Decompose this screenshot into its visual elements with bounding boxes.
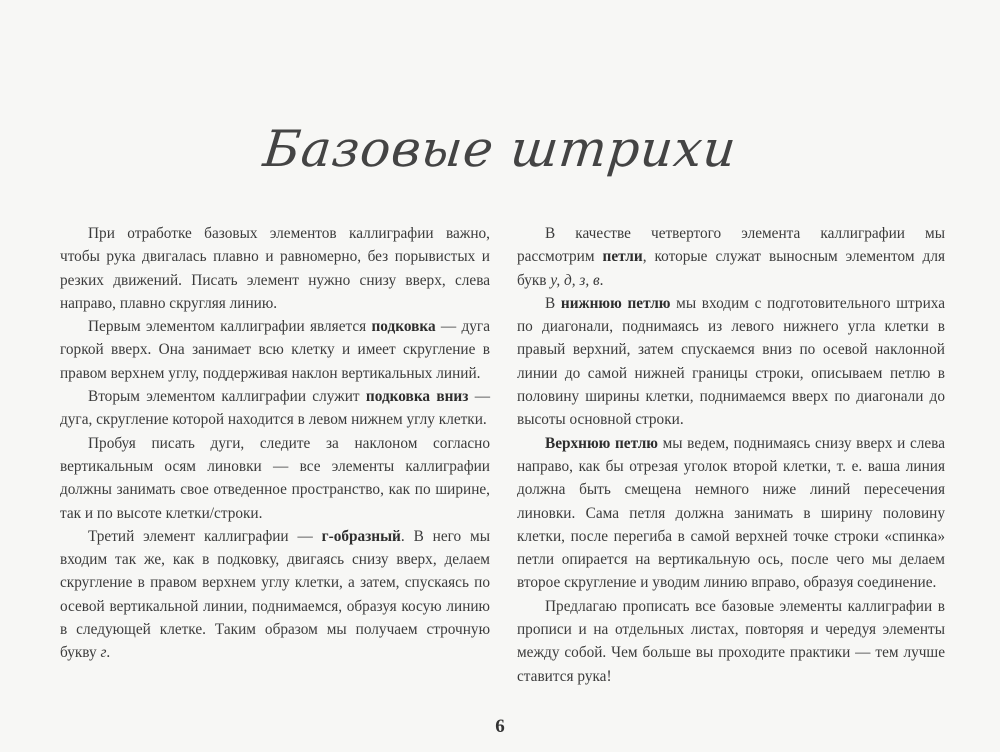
paragraph: Первым элементом каллиграфии является подковка — дуга горкой вверх. Она занимает всю клетку и имеет скругление в правом верхнем углу, поддерживая наклон вертикальных линий. — [60, 318, 490, 382]
bold-term: г-образный — [321, 527, 401, 545]
bold-term: подковка — [371, 318, 436, 336]
right-column — [517, 222, 945, 688]
paragraph: Третий элемент каллиграфии — г-образный. В него мы входим так же, как в подковку, двигаясь снизу вверх, делаем скругление в правом верхнем углу клетки, а затем, спускаясь по осевой вертикальной линии, поднимаемся, образуя косую линию в следующей клетке. Таким образом мы получаем строчную букву г. — [60, 527, 490, 662]
bold-term: Верхнюю петлю — [545, 434, 658, 452]
paragraph: Вторым элементом каллиграфии служит подковка вниз — дуга, скругление которой находится в левом нижнем углу клетки. — [60, 388, 490, 429]
bold-term: подковка вниз — [365, 388, 469, 406]
bold-term: петли — [602, 248, 643, 266]
paragraph: В качестве четвертого элемента каллиграфии мы рассмотрим петли, которые служат выносным элементом для букв у, д, з, в. — [517, 225, 945, 289]
paragraph: В нижнюю петлю мы входим с подготовительного штриха по диагонали, поднимаясь из левого нижнего угла клетки в правый верхний, затем спускаемся вниз по осевой наклонной линии до самой нижней границы строки, описываем петлю в половину ширины клетки, поднимаемся вверх по диагонали до высоты основной строки. — [517, 294, 945, 429]
left-column — [60, 222, 490, 665]
paragraph: При отработке базовых элементов каллиграфии важно, чтобы рука двигалась плавно и равномерно, без порывистых и резких движений. Писать элемент нужно снизу вверх, слева направо, плавно скругляя линию. — [60, 225, 490, 312]
paragraph: Пробуя писать дуги, следите за наклоном согласно вертикальным осям линовки — все элементы каллиграфии должны занимать свое отведенное пространство, как по ширине, так и по высоте клетки/строки. — [60, 434, 490, 522]
paragraph: Предлагаю прописать все базовые элементы каллиграфии в прописи и на отдельных листах, повторяя и чередуя элементы между собой. Чем больше вы проходите практики — тем лучше ставится рука! — [517, 597, 945, 685]
bold-term: нижнюю петлю — [560, 294, 671, 312]
page-number: 6 — [495, 716, 505, 737]
page-title: Базовые штрихи — [260, 120, 740, 178]
italic-letters: у, д, з, в — [550, 271, 600, 289]
paragraph: Верхнюю петлю мы ведем, поднимаясь снизу вверх и слева направо, как бы отрезая уголок второй клетки, т. е. ваша линия должна быть смещена немного ниже линий пересечения линовки. Сама петля должна занимать в ширину половину клетки, после перегиба в самой верхней точке строки «спинка» петли опирается на вертикальную ось, после чего мы делаем второе скругление и уводим линию вправо, образуя соединение. — [517, 434, 945, 592]
italic-letter: г — [100, 644, 107, 662]
